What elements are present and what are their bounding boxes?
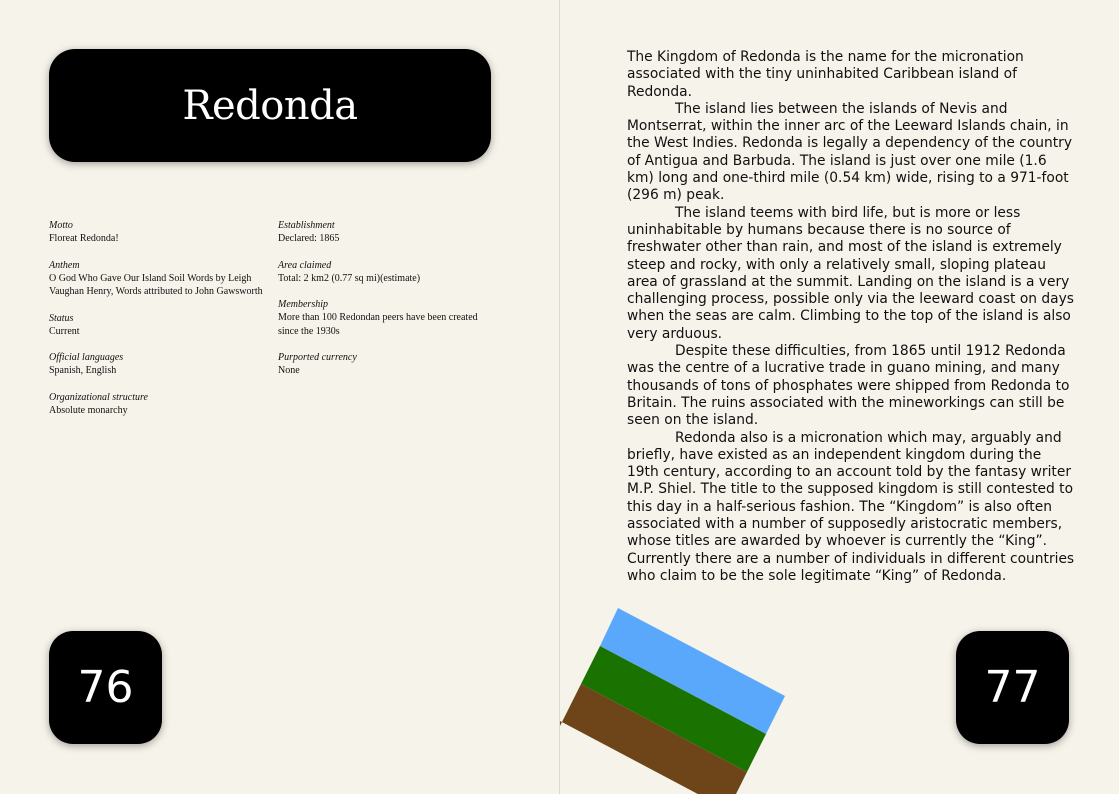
fact-status [49, 312, 264, 339]
fact-value: O God Who Gave Our Island Soil Words by Leigh Vaughan Henry, Words attributed to John Gawsworth [49, 272, 263, 297]
fact-membership [278, 298, 498, 338]
fact-establishment [278, 219, 498, 246]
fact-label: Anthem [49, 259, 80, 271]
right-page [560, 0, 1119, 794]
fact-anthem [49, 259, 264, 299]
facts-column-1 [49, 219, 264, 430]
fact-value: Total: 2 km2 (0.77 sq mi)(estimate) [278, 272, 421, 284]
fact-label: Official languages [49, 352, 124, 363]
fact-label: Organizational structure [49, 391, 148, 403]
fact-value: Current [49, 325, 80, 337]
page-number: 77 [984, 662, 1041, 713]
fact-label: Purported currency [278, 352, 357, 363]
fact-label: Motto [49, 220, 73, 231]
facts-column-2 [278, 219, 498, 391]
fact-area-claimed [278, 259, 498, 286]
paragraph: Despite these difficulties, from 1865 until 1912 Redonda was the centre of a lucrative trade in guano mining, and many thousands of tons of phosphates were shipped from Redonda to Britain. The ruins associated with the mineworkings can still be seen on the island. [627, 343, 1070, 429]
fact-label: Membership [278, 299, 328, 310]
fact-purported-currency [278, 351, 498, 378]
paragraph: Redonda also is a micronation which may, arguably and briefly, have existed as an independent kingdom during the 19th century, according to an account told by the fantasy writer M.P. Shiel. The title to the supposed kingdom is still contested to this day in a half-serious fashion. The “Kingdom” is also often associated with a number of supposedly aristocratic members, whose titles are awarded by whoever is currently the “King”. Currently there are a number of individuals in different countries who claim to be the sole legitimate “King” of Redonda. [627, 429, 1075, 584]
fact-organizational-structure [49, 391, 264, 418]
paragraph: The island lies between the islands of Nevis and Montserrat, within the inner arc of the Leeward Islands chain, in the West Indies. Redonda is legally a dependency of the country of Antigua and Barbuda. The island is just over one mile (1.6 km) long and one-third mile (0.54 km) wide, rising to a 971-foot (296 m) peak. [627, 100, 1073, 204]
fact-label: Establishment [278, 220, 335, 231]
fact-label: Area claimed [278, 259, 332, 271]
fact-official-languages [49, 351, 264, 378]
page-title: Redonda [182, 82, 358, 129]
fact-value: Declared: 1865 [278, 233, 340, 244]
paragraph: The island teems with bird life, but is more or less uninhabitable by humans because there is no source of freshwater other than rain, and most of the island is extremely steep and rocky, with only a relatively small, sloping plateau area of grassland at the summit. Landing on the island is a very challenging process, possible only via the leeward coast on days when the seas are calm. Climbing to the top of the island is also very arduous. [627, 204, 1074, 342]
page-number: 76 [77, 662, 134, 713]
fact-value: Floreat Redonda! [49, 233, 119, 244]
paragraph: The Kingdom of Redonda is the name for the micronation associated with the tiny uninhabited Caribbean island of Redonda. [627, 49, 1024, 100]
page-number-badge [956, 631, 1069, 744]
title-banner [49, 49, 491, 162]
fact-value: Spanish, English [49, 365, 117, 376]
fact-value: More than 100 Redondan peers have been created since the 1930s [278, 312, 478, 337]
fact-motto [49, 219, 264, 246]
page-number-badge [49, 631, 162, 744]
fact-value: Absolute monarchy [49, 404, 128, 416]
fact-label: Status [49, 312, 74, 324]
left-page [0, 0, 559, 794]
fact-value: None [278, 365, 300, 376]
